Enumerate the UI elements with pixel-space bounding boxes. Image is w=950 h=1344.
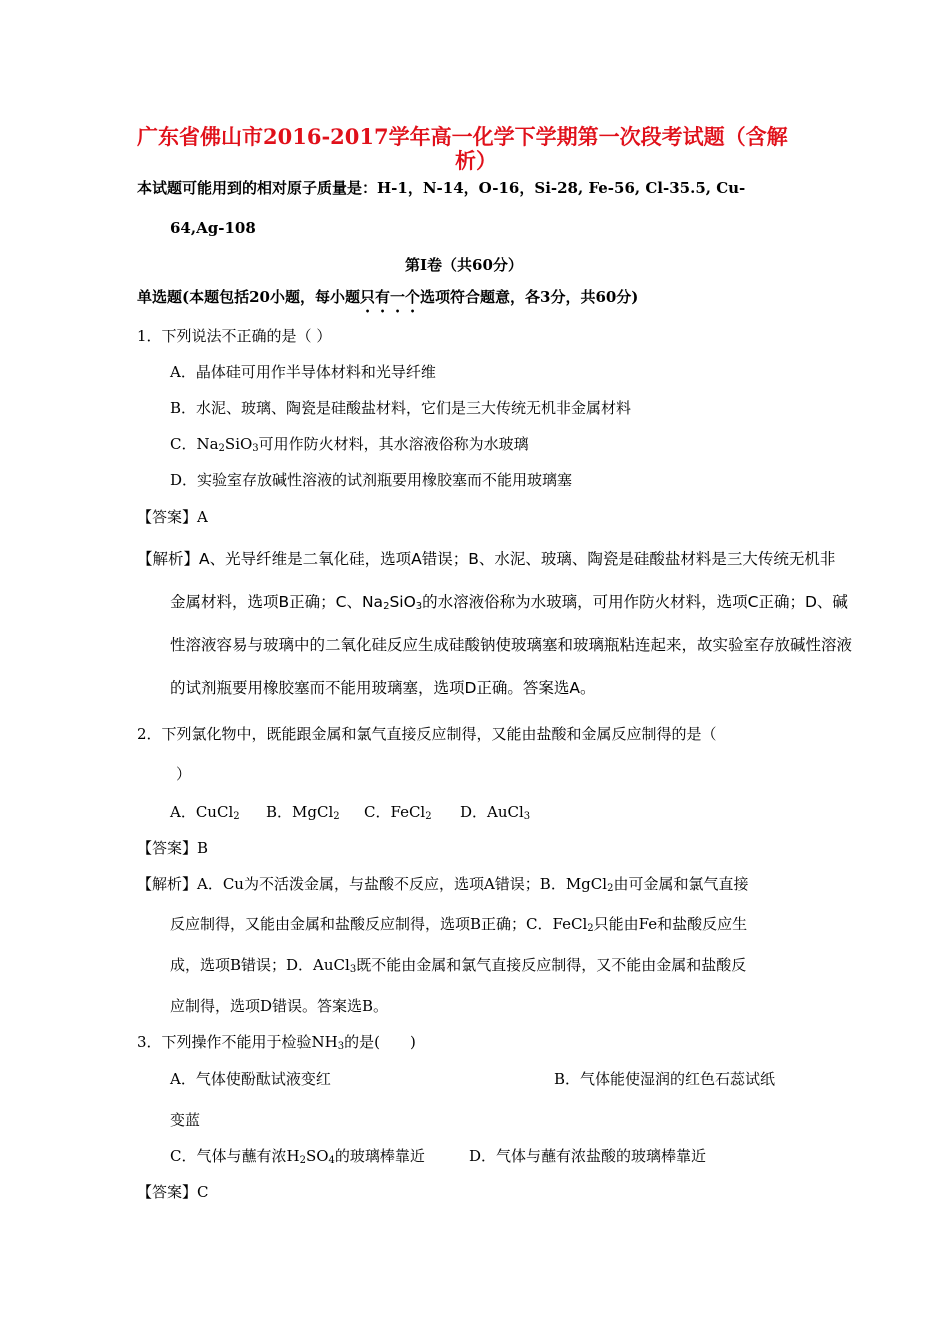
q1-c-post: 可用作防火材料，其水溶液俗称为水玻璃	[258, 435, 529, 453]
atomic-mass-line-2: 64,Ag-108	[170, 219, 256, 237]
q1-c-sub1: 2	[218, 443, 225, 454]
q1-answer: 【答案】A	[137, 508, 208, 526]
q1-c-pre: C．Na	[170, 435, 219, 453]
q2-stem-close: ）	[176, 765, 192, 783]
q3-c-sub2: 4	[328, 1155, 335, 1166]
q3-option-b-cont: 变蓝	[170, 1111, 201, 1129]
atomic-mass-line-1: 本试题可能用到的相对原子质量是：H-1，N-14，O-16，Si-28, Fe-56, Cl-35.5, Cu-	[137, 179, 746, 197]
q3-c-pre: C．气体与蘸有浓H	[170, 1147, 300, 1165]
q2-exp2-pre: 反应制得，又能由金属和盐酸反应制得，选项B正确；C．FeCl	[170, 915, 588, 933]
q1-stem: 1．下列说法不正确的是（ ）	[137, 327, 332, 345]
q2-exp2-post: 只能由Fe和盐酸反应生	[593, 915, 748, 933]
q3-option-d: D．气体与蘸有浓盐酸的玻璃棒靠近	[469, 1147, 707, 1165]
q1-exp2-sub1: 2	[383, 601, 390, 612]
q1-exp2-post: 的水溶液俗称为水玻璃，可用作防火材料，选项C正确；D、碱	[422, 593, 848, 611]
q3-c-sub1: 2	[299, 1155, 306, 1166]
instr-part-a: 单选题(本题包括20小题，每小题	[137, 288, 360, 306]
instr-emphasis: 只有一个	[359, 288, 420, 306]
q1-c-mid: SiO	[224, 435, 253, 453]
instr-part-b: 选项符合题意，各3分，共60分)	[420, 288, 639, 306]
q2-option-d	[460, 802, 530, 822]
q1-explanation-line-2	[170, 592, 848, 612]
q1-explanation-line-1: 【解析】A、光导纤维是二氧化硅，选项A错误；B、水泥、玻璃、陶瓷是硅酸盐材料是三大传统无机非	[137, 550, 836, 568]
q2-exp1-sub: 2	[607, 883, 614, 894]
q2-exp2-sub: 2	[587, 923, 594, 934]
q1-explanation-line-4: 的试剂瓶要用橡胶塞而不能用玻璃塞，选项D正确。答案选A。	[170, 679, 596, 697]
q2-d-base: D．AuCl	[460, 803, 524, 821]
q2-option-a	[170, 802, 240, 822]
q2-exp3-pre: 成，选项B错误；D．AuCl	[170, 956, 350, 974]
q2-c-base: C．FeCl	[364, 803, 426, 821]
q3-option-b: B．气体能使湿润的红色石蕊试纸	[554, 1070, 776, 1088]
q1-option-c	[170, 434, 529, 454]
q1-option-d: D．实验室存放碱性溶液的试剂瓶要用橡胶塞而不能用玻璃塞	[170, 471, 573, 489]
q2-exp1-post: 由可金属和氯气直接	[613, 875, 749, 893]
q2-stem: 2．下列氯化物中，既能跟金属和氯气直接反应制得，又能由盐酸和金属反应制得的是（	[137, 725, 717, 743]
q3-stem-sub: 3	[337, 1041, 345, 1052]
q1-exp2-mid: SiO	[389, 593, 416, 611]
q2-b-sub: 2	[333, 811, 340, 822]
q2-b-base: B．MgCl	[266, 803, 334, 821]
q1-exp2-sub2: 3	[415, 601, 423, 612]
q2-exp1-pre: 【解析】A．Cu为不活泼金属，与盐酸不反应，选项A错误；B．MgCl	[137, 875, 608, 893]
q3-c-mid: SO	[305, 1147, 329, 1165]
q2-answer: 【答案】B	[137, 839, 209, 857]
title-line-1: 广东省佛山市2016-2017学年高一化学下学期第一次段考试题（含解	[137, 124, 788, 149]
q3-answer: 【答案】C	[137, 1183, 209, 1201]
q2-c-sub: 2	[425, 811, 432, 822]
q2-explanation-line-2	[170, 914, 747, 934]
q2-exp3-post: 既不能由金属和氯气直接反应制得，又不能由金属和盐酸反	[356, 956, 747, 974]
q2-d-sub: 3	[523, 811, 531, 822]
q2-a-base: A．CuCl	[170, 803, 234, 821]
q3-stem-post: 的是( )	[344, 1033, 416, 1051]
q3-option-a: A．气体使酚酞试液变红	[170, 1070, 331, 1088]
q3-option-c	[170, 1146, 425, 1166]
q2-option-b	[266, 802, 340, 822]
q2-explanation-line-1	[137, 874, 748, 894]
q2-explanation-line-4: 应制得，选项D错误。答案选B。	[170, 997, 389, 1015]
title-line-2: 析）	[455, 148, 497, 173]
q2-option-c	[364, 802, 432, 822]
q2-explanation-line-3	[170, 955, 746, 975]
q2-exp3-sub: 3	[349, 964, 357, 975]
q1-explanation-line-3: 性溶液容易与玻璃中的二氧化硅反应生成硅酸钠使玻璃塞和玻璃瓶粘连起来，故实验室存放碱性溶液	[170, 636, 853, 654]
q1-exp2-pre: 金属材料，选项B正确；C、Na	[170, 593, 384, 611]
q2-a-sub: 2	[233, 811, 240, 822]
q1-option-a: A．晶体硅可用作半导体材料和光导纤维	[170, 363, 436, 381]
q3-c-post: 的玻璃棒靠近	[334, 1147, 425, 1165]
section-title: 第Ⅰ卷（共60分）	[405, 256, 523, 274]
q1-c-sub2: 3	[252, 443, 259, 454]
q3-stem-pre: 3．下列操作不能用于检验NH	[137, 1033, 338, 1051]
q3-stem	[137, 1032, 416, 1052]
q1-option-b: B．水泥、玻璃、陶瓷是硅酸盐材料，它们是三大传统无机非金属材料	[170, 399, 632, 417]
section-instructions	[137, 287, 638, 316]
